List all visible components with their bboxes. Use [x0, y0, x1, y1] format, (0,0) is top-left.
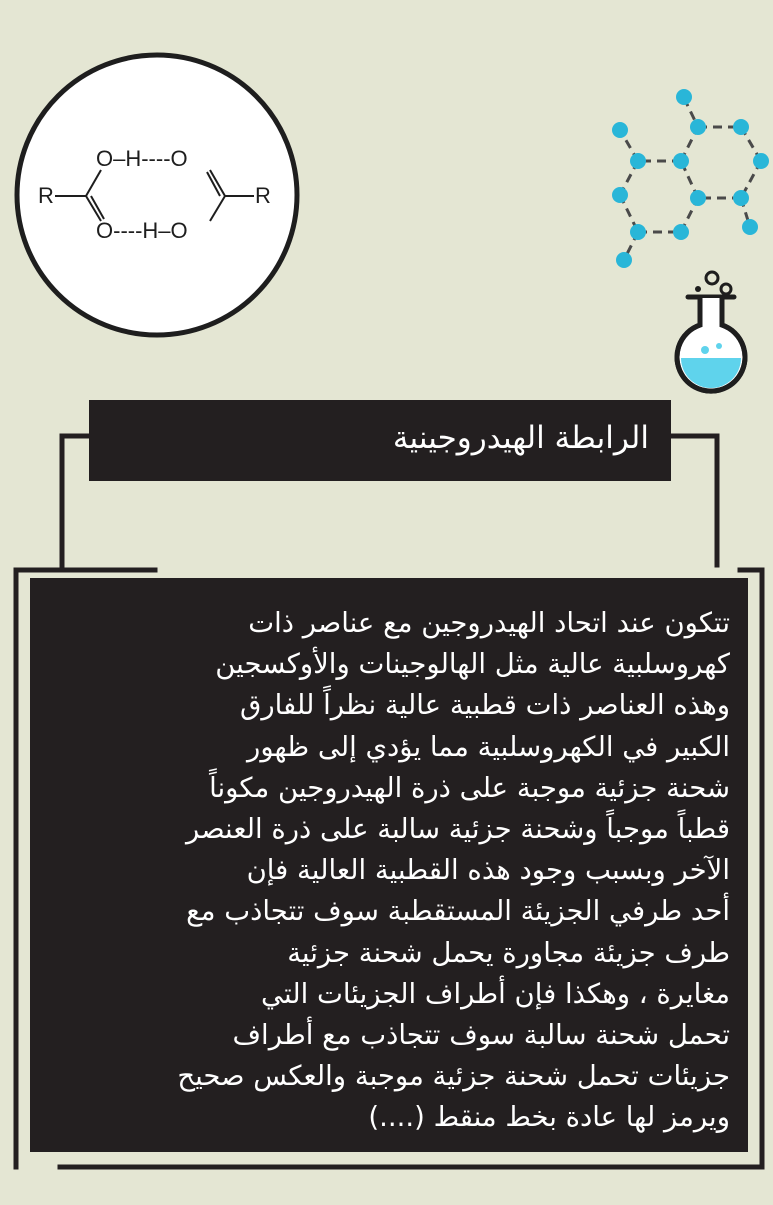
- body-line: ويرمز لها عادة بخط منقط (....): [368, 1101, 730, 1134]
- body-line: أحد طرفي الجزيئة المستقطبة سوف تتجاذب مع: [186, 895, 730, 928]
- molecule-icon: [612, 89, 769, 268]
- body-line: تتكون عند اتحاد الهيدروجين مع عناصر ذات: [248, 607, 730, 639]
- body-line: شحنة جزئية موجبة على ذرة الهيدروجين مكوناً: [209, 771, 730, 804]
- left-r-label: R: [38, 183, 54, 208]
- body-line: طرف جزيئة مجاورة يحمل شحنة جزئية: [287, 936, 730, 969]
- body-line: تحمل شحنة سالبة سوف تتجاذب مع أطراف: [232, 1019, 730, 1052]
- page-title: الرابطة الهيدروجينية: [392, 420, 649, 456]
- bottom-bond-label: O----H–O: [96, 218, 188, 243]
- body-line: قطباً موجباً وشحنة جزئية سالبة على ذرة العنصر: [186, 813, 730, 846]
- structure-diagram: [17, 55, 297, 335]
- body-line: الكبير في الكهروسلبية مما يؤدي إلى ظهور: [247, 730, 730, 763]
- right-r-label: R: [255, 183, 271, 208]
- body-line: جزيئات تحمل شحنة جزئية موجبة والعكس صحيح: [177, 1060, 730, 1093]
- flask-icon: [677, 272, 745, 391]
- body-line: مغايرة ، وهكذا فإن أطراف الجزيئات التي: [261, 977, 730, 1010]
- body-line: وهذه العناصر ذات قطبية عالية نظراً للفارق: [239, 689, 730, 722]
- body-text: [52, 603, 730, 1139]
- body-line: كهروسلبية عالية مثل الهالوجينات والأوكسجين: [215, 648, 730, 681]
- top-bond-label: O–H----O: [96, 146, 188, 171]
- title-panel: [89, 400, 671, 481]
- body-line: الآخر وبسبب وجود هذه القطبية العالية فإن: [246, 854, 730, 887]
